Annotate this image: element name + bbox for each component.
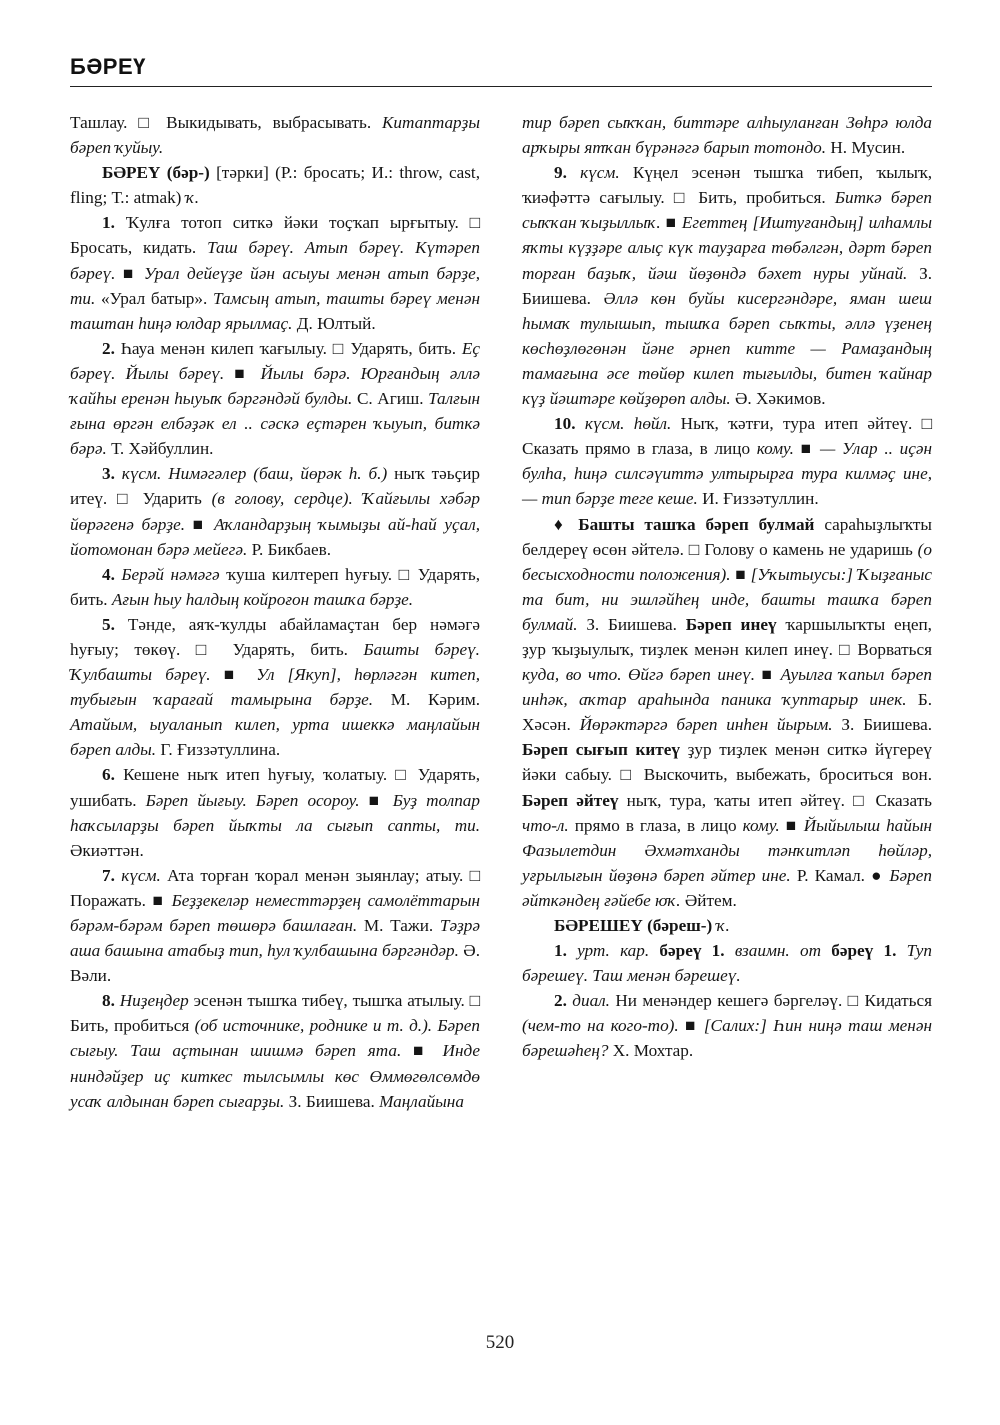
dictionary-paragraph: [522, 160, 932, 411]
body-text: Әйтем.: [680, 890, 737, 910]
headword-text: бәреү 1.: [659, 941, 735, 961]
body-text: С. Агиш.: [352, 389, 429, 409]
headword-text: 7.: [102, 865, 122, 885]
body-text: М. Кәрим.: [373, 690, 480, 710]
italic-text: (об источнике, роднике и т. д.). Бәреп сығыу. Таш аҫтынан шишмә бәреп ята. ■ Инде ниндәйҙер иҫ киткес тылсымлы көс Өммөгөлсөмдө усаҡ алдынан бәреп сығарҙы.: [70, 1016, 480, 1111]
dictionary-paragraph: [70, 612, 480, 763]
italic-text: Китаптарҙы бәреп ҡуйыу.: [70, 113, 480, 158]
body-text: Ҡулға тотоп ситкә йәки тоҫҡап ырғытыу. □ Бросать, кидать.: [70, 213, 480, 258]
body-text: ҡуша килтереп һуғыу. □ Ударять, бить.: [70, 564, 480, 609]
italic-text: взаимн. от: [734, 941, 832, 961]
page-number: 520: [485, 1332, 515, 1353]
headword-text: 9.: [554, 163, 581, 183]
italic-text: Әллә көн буйы кисергәндәре, яман шеш һымаҡ тулышып, тышҡа бәреп сыҡты, әллә үҙенең көсһөҙлөгөнән йәне әрнеп китте — Рамаҙандың тамағына әсе төйөр килеп тығылды, битен ҡайнар күҙ йәштәре көйҙөрөп алды.: [522, 288, 932, 409]
body-text: Б. Хәсән.: [522, 690, 933, 735]
body-text: ныҡ, тура, ҡаты итеп әйтеү. □ Сказать: [626, 790, 932, 810]
body-text: З. Биишева.: [832, 715, 933, 735]
headword-text: 1.: [102, 213, 126, 233]
body-text: Т. Хәйбуллин.: [106, 439, 214, 459]
dictionary-paragraph: [70, 210, 480, 335]
body-text: Ә. Хәкимов.: [730, 389, 826, 409]
body-text: [тәрки] (Р.: бросать; И.: throw, cast, fling; Т.: atmak): [70, 163, 480, 208]
italic-text: диал.: [572, 991, 616, 1011]
italic-text: что-л.: [522, 815, 569, 835]
headword-text: 1.: [554, 941, 578, 961]
italic-text: Таш бәреү. Атып бәреү. Күтәреп бәреү. ■ Урал дейеүҙе йән асыуы менән атып бәрҙе, ти.: [70, 238, 480, 308]
header-rule: [70, 86, 932, 87]
italic-text: (в голову, сердце). Ҡайғылы хәбәр йөрәгенә бәрҙе. ■ Аҡландарҙың ҡымыҙы ай-һай уҫал, йотомонан бәрә мейегә.: [70, 489, 480, 559]
italic-text: ҡ.: [716, 916, 730, 935]
dictionary-paragraph: [70, 336, 480, 461]
dictionary-paragraph: [522, 110, 932, 160]
body-text: Әкиәттән.: [70, 840, 144, 860]
italic-text: (о бесысходности положения). ■ [Уҡытыусы:] Ҡыҙғаныс та бит, ни эшләйһең инде, башты ташҡа бәреп булмай.: [522, 539, 932, 634]
italic-text: Ағын һыу һалдың койроғон ташҡа бәрҙе.: [111, 589, 414, 609]
italic-text: кому. ■ Йыйылыш һайын Фазылетдин Әхмәтханды тәнҡитләп һөйләр, уғрылығын йөҙөнә бәреп әйтер ине.: [522, 815, 933, 885]
body-text: З. Биишева.: [522, 263, 932, 308]
headword-text: 6.: [102, 765, 124, 785]
italic-text: Атайым, ыуаланып килеп, урта ишеккә маңлайын бәреп алды.: [70, 715, 480, 760]
body-text: эсенән тышҡа тибеү, тышҡа атылыу. □ Бить, пробиться: [70, 991, 480, 1036]
italic-text: күсм. һөйл.: [584, 414, 681, 434]
dictionary-paragraph: [70, 562, 480, 612]
dictionary-paragraph: [70, 762, 480, 862]
italic-text: урт. кар.: [577, 941, 660, 961]
italic-text: Йөрәктәргә бәреп инһен йырым.: [579, 715, 833, 735]
headword-text: бәреү 1.: [831, 941, 897, 961]
italic-text: кому. ■ — Улар .. иҫән булһа, һиңә силсәүиттә ултырырға тура килмәҫ ине, — тип бәрҙе теге кеше.: [522, 439, 932, 509]
italic-text: Туп бәрешеү. Таш менән бәрешеү.: [522, 941, 932, 986]
dictionary-paragraph: [70, 160, 480, 210]
italic-text: Маңлайына: [379, 1091, 464, 1111]
body-text: Ә. Вәли.: [70, 941, 480, 986]
body-text: З. Биишева.: [284, 1091, 380, 1111]
headword-text: 2.: [102, 338, 121, 358]
italic-text: Тамсың атып, ташты бәреү менән таштан һиңә юлдар ярылмаҫ.: [70, 288, 480, 333]
italic-text: Тәҙрә аша башына атабыҙ тип, һул ҡулбашына бәргәндәр.: [70, 916, 481, 961]
body-text: ныҡ тәьҫир итеү. □ Ударить: [70, 464, 480, 509]
body-text: Д. Юлтый.: [292, 313, 376, 333]
italic-text: Еҫ бәреү. Йылы бәреү. ■ Йылы бәрә. Юрғандың әллә ҡайһы еренән һыуыҡ бәргәндәй булды.: [70, 338, 481, 409]
italic-text: ҡ.: [185, 188, 200, 208]
body-text: «Урал батыр».: [95, 288, 213, 308]
headword-text: БӘРЕШЕҮ (бәреш-): [554, 916, 717, 935]
italic-text: ■ Беҙҙекеләр неместтәрҙең самолёттарын бәрәм-бәрәм бәреп төшөрә башлаған.: [70, 890, 480, 935]
italic-text: Ниҙеңдер: [119, 991, 194, 1011]
headword-text: ♦ Башты ташҡа бәреп булмай: [554, 514, 825, 534]
headword-text: 4.: [102, 564, 122, 584]
body-text: Тәнде, аяҡ-ҡулды абайламаҫтан бер нәмәгә һуғыу; төкөү. □ Ударять, бить.: [70, 614, 481, 659]
dictionary-paragraph: [522, 411, 932, 511]
body-text: Ныҡ, ҡәтғи, тура итеп әйтеү. □ Сказать прямо в глаза, в лицо: [522, 414, 932, 459]
dictionary-paragraph: [70, 988, 480, 1113]
dictionary-paragraph: [70, 461, 480, 561]
body-text: Ни менәндер кешегә бәргеләү. □ Кидаться: [615, 991, 933, 1011]
dictionary-paragraph: [70, 863, 480, 988]
italic-text: куда, во что. Өйгә бәреп инеү. ■ Ауылға ҡапыл бәреп инһәк, аҡтар араһында паника ҡуптарыр инек.: [522, 665, 932, 710]
italic-text: Башты бәреү. Ҡулбашты бәреү. ■ Ул [Якуп], һөрләгән китеп, тубығын ҡарағай тамырына бәрҙе.: [70, 639, 480, 710]
dictionary-paragraph: [522, 512, 932, 914]
body-text: М. Тажи.: [357, 916, 440, 935]
headword-text: БӘРЕҮ (бәр-): [102, 163, 217, 183]
body-text: И. Ғиззәтуллин.: [697, 489, 819, 509]
left-column: [70, 110, 480, 1114]
headword-text: 8.: [102, 991, 120, 1011]
body-text: Р. Камал.: [790, 865, 872, 885]
dictionary-paragraph: [522, 938, 932, 988]
italic-text: ● Бәреп әйткәндең ғәйебе юҡ.: [522, 865, 932, 910]
italic-text: Биткә бәреп сыҡҡан ҡыҙыллыҡ. ■ Егеттең [Иштуғандың] илһамлы яҡты күҙҙәре алыҫ күк тауҙарға төбәлгән, дәрт бәреп торған баҙыҡ, йәш йөҙөндә бәхет нуры уйнай.: [522, 188, 932, 283]
body-text: Кешене ныҡ итеп һуғыу, ҡолатыу. □ Ударять, ушибать.: [70, 765, 480, 810]
headword-text: Бәреп инеү: [685, 614, 786, 634]
italic-text: (чем-то на кого-то). ■ [Салих:] Һин ниңә таш менән бәрешәһең?: [522, 1016, 932, 1061]
body-text: Күңел эсенән тышҡа тибеп, ҡылыҡ, ҡиәфәттә сағылыу. □ Бить, пробиться.: [522, 163, 933, 208]
italic-text: күсм.: [580, 163, 633, 183]
body-text: [896, 941, 906, 960]
italic-text: күсм.: [121, 865, 168, 885]
body-text: Ата торған ҡорал менән зыянлау; атыу. □ Поражать.: [70, 865, 481, 910]
body-text: ҡаршылыҡты еңеп, ҙур ҡыҙыулыҡ, тиҙлек менән килеп инеү. □ Ворваться: [522, 614, 932, 659]
headword-text: 2.: [554, 991, 573, 1011]
headword-text: 3.: [102, 464, 122, 484]
italic-text: Бәреп йығыу. Бәреп осороу. ■ Буҙ толпар һаҡсыларҙы бәреп йыҡты ла сығып сапты, ти.: [70, 790, 480, 835]
right-column: [522, 110, 932, 1064]
running-head: БӘРЕҮ: [70, 54, 146, 79]
body-text: Р. Бикбаев.: [247, 539, 332, 559]
body-text: сараһыҙлыҡты белдереү өсөн әйтелә. □ Голову о камень не ударишь: [522, 514, 932, 559]
headword-text: Бәреп сығып китеү: [522, 740, 688, 760]
italic-text: Талғын ғына өргән елбәҙәк ел .. сәскә еҫтәрен ҡыуып, биткә бәрә.: [70, 389, 480, 459]
body-text: Г. Ғиззәтуллина.: [156, 740, 281, 760]
headword-text: Бәреп әйтеү: [522, 790, 627, 810]
body-text: Н. Мусин.: [826, 138, 906, 158]
italic-text: Берәй нәмәгә: [121, 564, 227, 584]
body-text: Ташлау. □ Выкидывать, выбрасывать.: [70, 113, 383, 132]
italic-text: күсм. Нимәгәлер (баш, йөрәк һ. б.): [121, 464, 395, 484]
body-text: прямо в глаза, в лицо: [568, 815, 743, 835]
headword-text: 10.: [554, 414, 585, 434]
body-text: З. Биишева.: [577, 614, 686, 634]
body-text: ҙур тиҙлек менән ситкә йүгереү йәки сабыу. □ Выскочить, выбежать, броситься вон.: [522, 740, 933, 785]
body-text: Х. Мохтар.: [608, 1041, 694, 1061]
dictionary-paragraph: [522, 913, 932, 938]
dictionary-paragraph: [522, 988, 932, 1063]
headword-text: 5.: [102, 614, 128, 634]
dictionary-paragraph: [70, 110, 480, 160]
italic-text: тир бәреп сыҡҡан, биттәре алһыуланған Зөһрә юлда арҡыры ятҡан бүрәнәгә барып тотондо.: [522, 113, 932, 158]
body-text: Һауа менән килеп ҡағылыу. □ Ударять, бить.: [120, 338, 462, 358]
